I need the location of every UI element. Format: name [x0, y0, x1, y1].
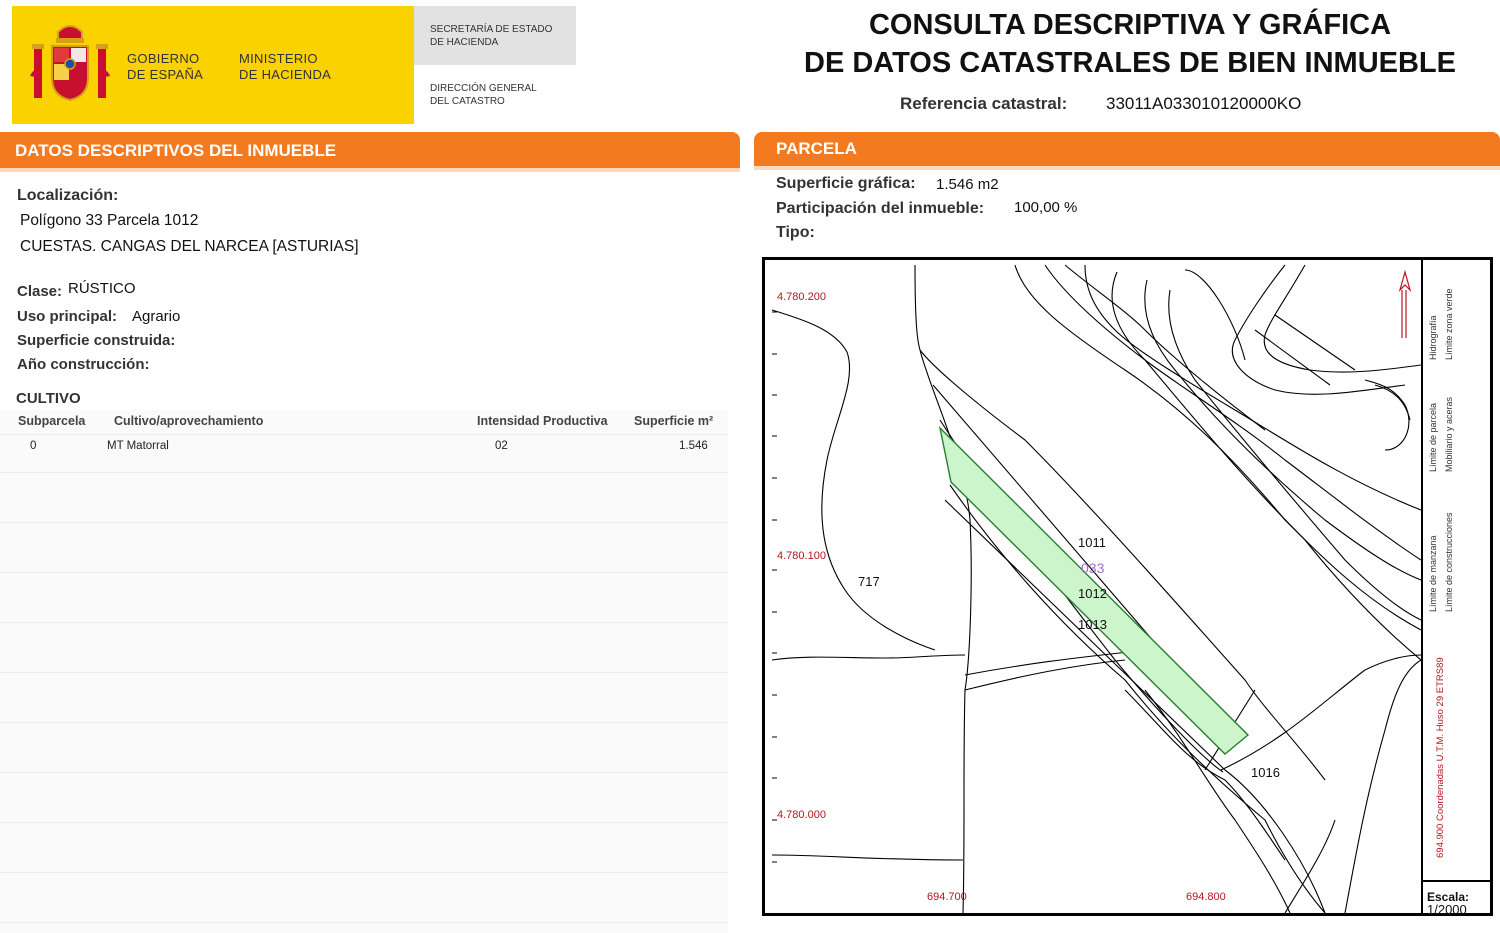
table-cell-intensidad: 02	[495, 440, 508, 452]
localizacion-line-2: CUESTAS. CANGAS DEL NARCEA [ASTURIAS]	[20, 238, 359, 255]
legend-hidrografia: Hidrografía	[1428, 315, 1438, 360]
scale-box	[1423, 880, 1490, 917]
superficie-grafica-label: Superficie gráfica:	[776, 175, 916, 192]
legend-limite-zona-verde: Límite zona verde	[1444, 288, 1454, 360]
legend-mobiliario: Mobiliario y aceras	[1444, 396, 1454, 472]
secretaria-block	[414, 6, 576, 65]
title-line-2: DE DATOS CATASTRALES DE BIEN INMUEBLE	[804, 47, 1456, 79]
legend-divider	[1421, 260, 1423, 913]
table-cell-subparcela: 0	[30, 440, 37, 452]
parcel-label-1011[interactable]: 1011	[1078, 535, 1106, 550]
direccion-text: DIRECCIÓN GENERAL DEL CATASTRO	[430, 83, 537, 107]
cadastral-map[interactable]	[762, 257, 1493, 916]
localizacion-label: Localización:	[17, 187, 119, 204]
parcel-label-1016[interactable]: 1016	[1251, 765, 1280, 780]
legend-utm-note: 694.900 Coordenadas U.T.M. Huso 29 ETRS89	[1435, 657, 1446, 858]
parcel-label-717[interactable]: 717	[858, 574, 880, 589]
table-cell-cultivo: MT Matorral	[107, 440, 169, 452]
y-coord-4780200: 4.780.200	[777, 291, 826, 303]
table-header-superficie: Superficie m²	[634, 414, 714, 428]
referencia-value: 33011A033010120000KO	[1106, 94, 1302, 113]
superficie-construida-label: Superficie construida:	[17, 332, 176, 349]
secretaria-text: SECRETARÍA DE ESTADO DE HACIENDA	[430, 24, 553, 48]
clase-value: RÚSTICO	[68, 280, 136, 297]
localizacion-line-1: Polígono 33 Parcela 1012	[20, 212, 199, 229]
datos-descriptivos-header: DATOS DESCRIPTIVOS DEL INMUEBLE	[0, 132, 740, 168]
legend-limite-construcciones: Límite de construcciones	[1444, 512, 1454, 612]
gobierno-logo-block	[12, 6, 414, 124]
coat-of-arms-icon	[28, 18, 112, 110]
parcela-header: PARCELA	[754, 132, 1500, 166]
parcel-label-1013[interactable]: 1013	[1078, 617, 1107, 632]
uso-principal-value: Agrario	[132, 308, 181, 325]
participacion-value: 100,00 %	[1014, 199, 1078, 216]
title-line-1: CONSULTA DESCRIPTIVA Y GRÁFICA	[868, 9, 1392, 41]
legend-limite-manzana: Límite de manzana	[1428, 535, 1438, 612]
referencia-label: Referencia catastral:	[900, 94, 1068, 113]
north-arrow-icon	[1400, 272, 1410, 338]
direccion-block	[414, 65, 576, 124]
table-header-cultivo: Cultivo/aprovechamiento	[114, 414, 264, 428]
legend-limite-parcela: Límite de parcela	[1428, 402, 1438, 472]
parcel-label-1012[interactable]: 1012	[1078, 586, 1107, 601]
gobierno-text: GOBIERNO DE ESPAÑA	[127, 51, 204, 82]
poligono-label-033: 033	[1081, 560, 1105, 576]
y-coord-4780100: 4.780.100	[777, 550, 826, 562]
clase-label: Clase:	[17, 283, 63, 300]
table-header-intensidad: Intensidad Productiva	[477, 414, 608, 428]
x-coord-694800: 694.800	[1186, 891, 1226, 903]
table-cell-superficie: 1.546	[679, 440, 708, 452]
tipo-label: Tipo:	[776, 224, 815, 241]
cultivo-table	[0, 410, 728, 933]
ministerio-text: MINISTERIO DE HACIENDA	[239, 51, 332, 82]
table-header-subparcela: Subparcela	[18, 414, 86, 428]
superficie-grafica-value: 1.546 m2	[936, 176, 999, 193]
page-title	[760, 6, 1500, 82]
uso-principal-label: Uso principal:	[17, 308, 118, 325]
participacion-label: Participación del inmueble:	[776, 200, 985, 217]
x-coord-694700: 694.700	[927, 891, 967, 903]
y-coord-4780000: 4.780.000	[777, 809, 826, 821]
scale-label: Escala:	[1427, 890, 1470, 904]
cultivo-title: CULTIVO	[16, 390, 81, 407]
anio-construccion-label: Año construcción:	[17, 356, 150, 373]
scale-value: 1/2000	[1427, 902, 1467, 917]
